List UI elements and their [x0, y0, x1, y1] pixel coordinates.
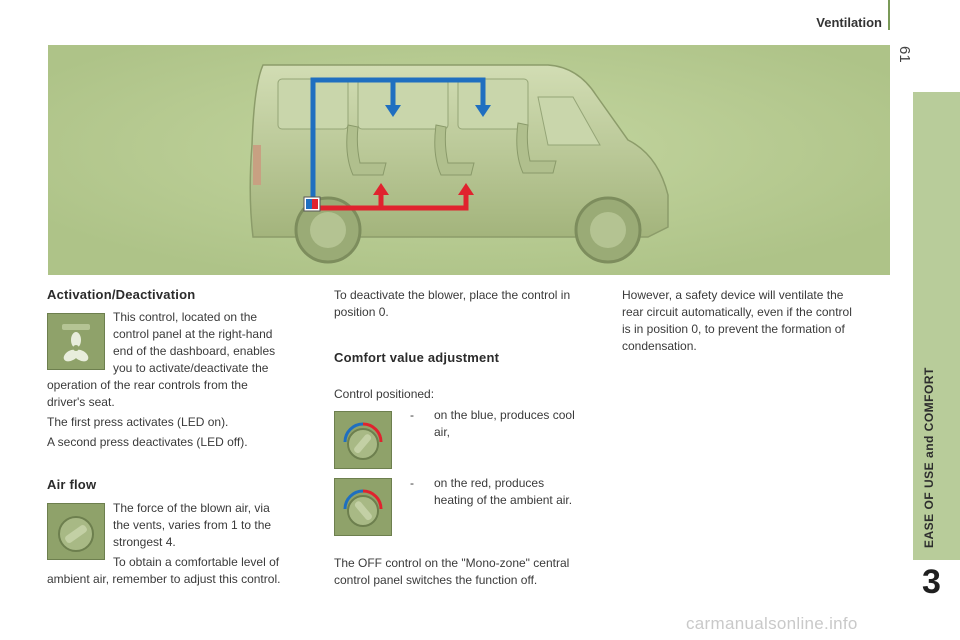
activation-first-press: The first press activates (LED on).: [47, 415, 229, 429]
activation-second-press: A second press deactivates (LED off).: [47, 435, 248, 449]
watermark: carmanualsonline.info: [686, 614, 858, 633]
chapter-number: 3: [922, 563, 941, 601]
van-ventilation-illustration: [48, 45, 890, 275]
section-title: Ventilation: [816, 15, 882, 30]
comfort-item-cool: - on the blue, produces cool air,: [410, 408, 575, 439]
dial-blue-red-icon: [335, 479, 391, 535]
chapter-label: EASE OF USE and COMFORT: [922, 367, 936, 548]
chapter-side-tab: [913, 92, 960, 560]
dial-blue-thumbnail: [334, 411, 392, 469]
header-rule: [888, 0, 890, 30]
page-number: 61: [896, 46, 913, 63]
comfort-intro: Control positioned:: [334, 387, 435, 401]
activation-text-cont: operation of the rear controls from the driver's seat.: [47, 378, 248, 409]
safety-device-text: However, a safety device will ventilate the rear circuit automatically, even if the control is in position 0, to prevent the formation of condensation.: [622, 288, 852, 353]
airflow-comfort-text: To obtain a comfortable level of ambient air, remember to adjust this control.: [47, 555, 281, 586]
off-control-note: The OFF control on the "Mono-zone" central control panel switches the function off.: [334, 556, 570, 587]
heading-comfort: Comfort value adjustment: [334, 350, 500, 365]
van-diagram: [48, 45, 890, 275]
fan-icon: [48, 314, 104, 369]
airflow-text-wrapped: The force of the blown air, via the vents, varies from 1 to the strongest 4.: [113, 501, 272, 549]
deactivate-text: To deactivate the blower, place the control in position 0.: [334, 288, 571, 319]
dial-blue-red-icon: [335, 412, 391, 468]
dial-icon: [48, 504, 104, 559]
comfort-item-warm: - on the red, produces heating of the ambient air.: [410, 476, 573, 507]
airflow-dial-thumbnail: [47, 503, 105, 560]
activation-text-wrapped: This control, located on the control panel at the right-hand end of the dashboard, enables you to activate/deactivate the: [113, 310, 276, 375]
dial-red-thumbnail: [334, 478, 392, 536]
fan-control-thumbnail: [47, 313, 105, 370]
heading-air-flow: Air flow: [47, 477, 97, 492]
heading-activation: Activation/Deactivation: [47, 287, 196, 302]
